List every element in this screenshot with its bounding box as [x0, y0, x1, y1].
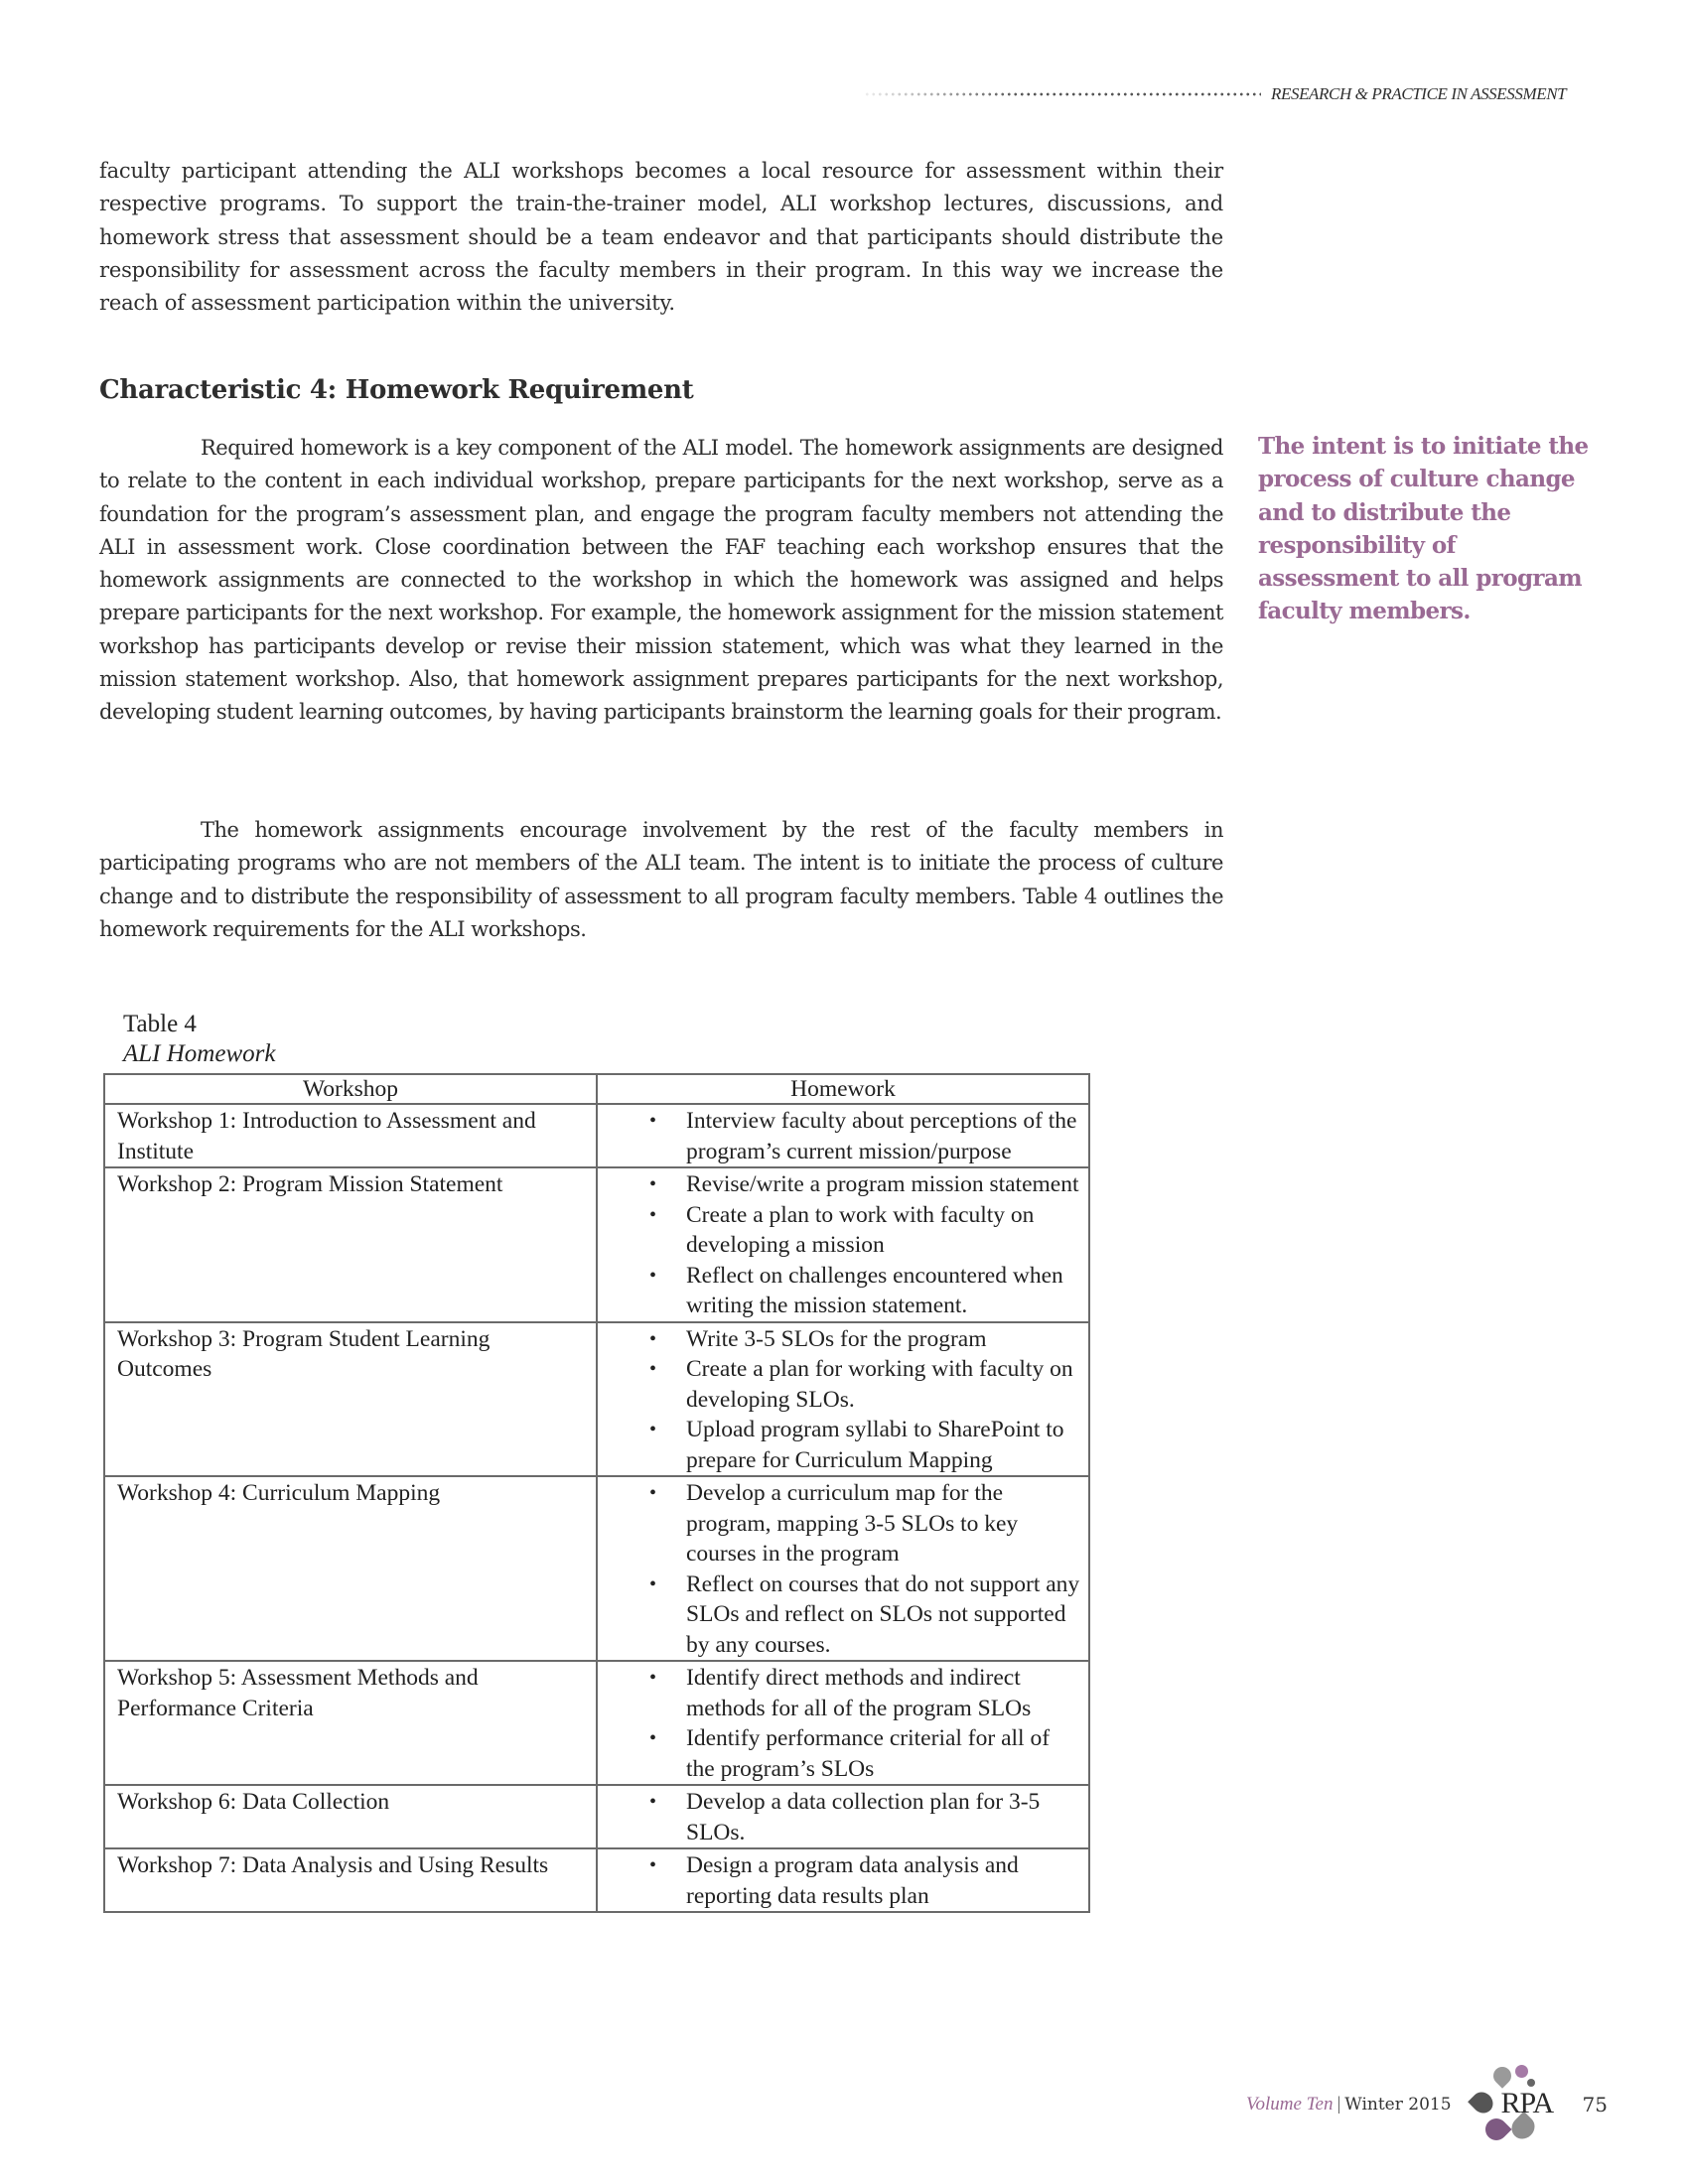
- homework-item: [598, 1169, 1080, 1200]
- homework-item-text: Design a program data analysis and reporting data results plan: [686, 1852, 1019, 1909]
- column-header-workshop: Workshop: [104, 1074, 597, 1104]
- bullet-icon: •: [649, 1110, 657, 1132]
- table-row: [104, 1104, 1089, 1167]
- issue-season: Winter 2015: [1344, 2095, 1452, 2115]
- homework-cell: [597, 1167, 1089, 1322]
- homework-item-text: Create a plan for working with faculty on developing SLOs.: [686, 1356, 1073, 1413]
- paragraph-2-text: Required homework is a key component of the ALI model. The homework assignments are designed to relate to the content in each individual workshop, prepare participants for the next workshop, serve as a foundation for the program’s assessment plan, and engage the program faculty members not attending the ALI in assessment work. Close coordination between the FAF teaching each workshop ensures that the homework assignments are connected to the workshop in which the homework was assigned and helps prepare participants for the next workshop. For example, the homework assignment for the mission statement workshop has participants develop or revise their mission statement, which was what they learned in the mission statement workshop. Also, that homework assignment prepares participants for the next workshop, developing student learning outcomes, by having participants brainstorm the learning goals for their program.: [99, 436, 1223, 725]
- workshop-cell: Workshop 1: Introduction to Assessment and Institute: [104, 1104, 597, 1167]
- homework-cell: [597, 1322, 1089, 1477]
- table-row: [104, 1322, 1089, 1477]
- homework-item-text: Reflect on courses that do not support any SLOs and reflect on SLOs not supported by any courses.: [686, 1570, 1080, 1658]
- rpa-logo-icon: [1472, 2065, 1571, 2144]
- homework-item-text: Interview faculty about perceptions of the program’s current mission/purpose: [686, 1108, 1077, 1164]
- page-footer: [1246, 2075, 1608, 2134]
- paragraph-2: [99, 432, 1223, 730]
- homework-cell: [597, 1661, 1089, 1785]
- homework-cell: [597, 1848, 1089, 1912]
- column-header-homework: Homework: [597, 1074, 1089, 1104]
- homework-item: [598, 1200, 1080, 1261]
- paragraph-1-text: faculty participant attending the ALI workshops becomes a local resource for assessment within their respective programs. To support the train-the-trainer model, ALI workshop lectures, discussions, and homework stress that assessment should be a team endeavor and that participants should distribute the responsibility for assessment across the faculty members in their program. In this way we increase the reach of assessment participation within the university.: [99, 159, 1223, 316]
- table-caption: [123, 1010, 275, 1069]
- paragraph-3-text: The homework assignments encourage involvement by the rest of the faculty members in participating programs who are not members of the ALI team. The intent is to initiate the process of culture change and to distribute the responsibility of assessment to all program faculty members. Table 4 outlines the homework requirements for the ALI workshops.: [99, 818, 1223, 941]
- bullet-icon: •: [649, 1791, 657, 1813]
- bullet-icon: •: [649, 1667, 657, 1689]
- homework-item-text: Create a plan to work with faculty on developing a mission: [686, 1201, 1035, 1258]
- volume-label: Volume Ten: [1246, 2094, 1334, 2115]
- homework-item: [598, 1324, 1080, 1355]
- workshop-cell: Workshop 4: Curriculum Mapping: [104, 1476, 597, 1661]
- table-row: [104, 1848, 1089, 1912]
- workshop-cell: Workshop 3: Program Student Learning Outcomes: [104, 1322, 597, 1477]
- homework-item: [598, 1106, 1080, 1166]
- homework-item-text: Write 3-5 SLOs for the program: [686, 1325, 987, 1352]
- workshop-cell: Workshop 5: Assessment Methods and Performance Criteria: [104, 1661, 597, 1785]
- table-row: [104, 1476, 1089, 1661]
- bullet-icon: •: [649, 1327, 657, 1350]
- homework-item-text: Develop a curriculum map for the program, mapping 3-5 SLOs to key courses in the program: [686, 1480, 1019, 1567]
- homework-cell: [597, 1785, 1089, 1848]
- table-row: [104, 1785, 1089, 1848]
- homework-item-text: Revise/write a program mission statement: [686, 1171, 1079, 1197]
- homework-item-text: Reflect on challenges encountered when writing the mission statement.: [686, 1262, 1063, 1318]
- bullet-icon: •: [649, 1358, 657, 1380]
- section-heading: Characteristic 4: Homework Requirement: [99, 375, 694, 405]
- homework-item: [598, 1723, 1080, 1784]
- dotted-rule: [864, 92, 1261, 96]
- workshop-cell: Workshop 6: Data Collection: [104, 1785, 597, 1848]
- homework-item: [598, 1663, 1080, 1723]
- homework-item: [598, 1850, 1080, 1911]
- pull-quote: The intent is to initiate the process of culture change and to distribute the responsibility of assessment to all program faculty members.: [1258, 433, 1589, 625]
- homework-item: [598, 1787, 1080, 1847]
- bullet-icon: •: [649, 1727, 657, 1749]
- homework-cell: [597, 1476, 1089, 1661]
- logo-text: RPA: [1500, 2087, 1554, 2119]
- workshop-cell: Workshop 7: Data Analysis and Using Results: [104, 1848, 597, 1912]
- table-row: [104, 1167, 1089, 1322]
- running-header: [864, 79, 1589, 109]
- table-row: [104, 1661, 1089, 1785]
- bullet-icon: •: [649, 1173, 657, 1195]
- bullet-icon: •: [649, 1572, 657, 1595]
- homework-item-text: Identify performance criterial for all of the program’s SLOs: [686, 1725, 1051, 1782]
- homework-cell: [597, 1104, 1089, 1167]
- bullet-icon: •: [649, 1854, 657, 1876]
- bullet-icon: •: [649, 1482, 657, 1504]
- footer-separator: |: [1336, 2094, 1341, 2115]
- homework-item-text: Identify direct methods and indirect methods for all of the program SLOs: [686, 1665, 1032, 1721]
- homework-item: [598, 1570, 1080, 1661]
- table-label: Table 4: [123, 1011, 197, 1037]
- homework-item: [598, 1261, 1080, 1321]
- homework-item-text: Develop a data collection plan for 3-5 SLOs.: [686, 1789, 1041, 1845]
- bullet-icon: •: [649, 1203, 657, 1226]
- paragraph-1: [99, 155, 1223, 320]
- homework-item: [598, 1478, 1080, 1570]
- bullet-icon: •: [649, 1264, 657, 1287]
- bullet-icon: •: [649, 1419, 657, 1440]
- table-header-row: [104, 1074, 1089, 1104]
- workshop-cell: Workshop 2: Program Mission Statement: [104, 1167, 597, 1322]
- journal-title: RESEARCH & PRACTICE IN ASSESSMENT: [1271, 84, 1567, 103]
- homework-item: [598, 1415, 1080, 1475]
- homework-table: [103, 1073, 1090, 1913]
- page-number: 75: [1582, 2093, 1608, 2116]
- paragraph-3: [99, 814, 1223, 946]
- homework-item: [598, 1354, 1080, 1415]
- table-title: ALI Homework: [123, 1040, 276, 1067]
- homework-item-text: Upload program syllabi to SharePoint to prepare for Curriculum Mapping: [686, 1417, 1064, 1473]
